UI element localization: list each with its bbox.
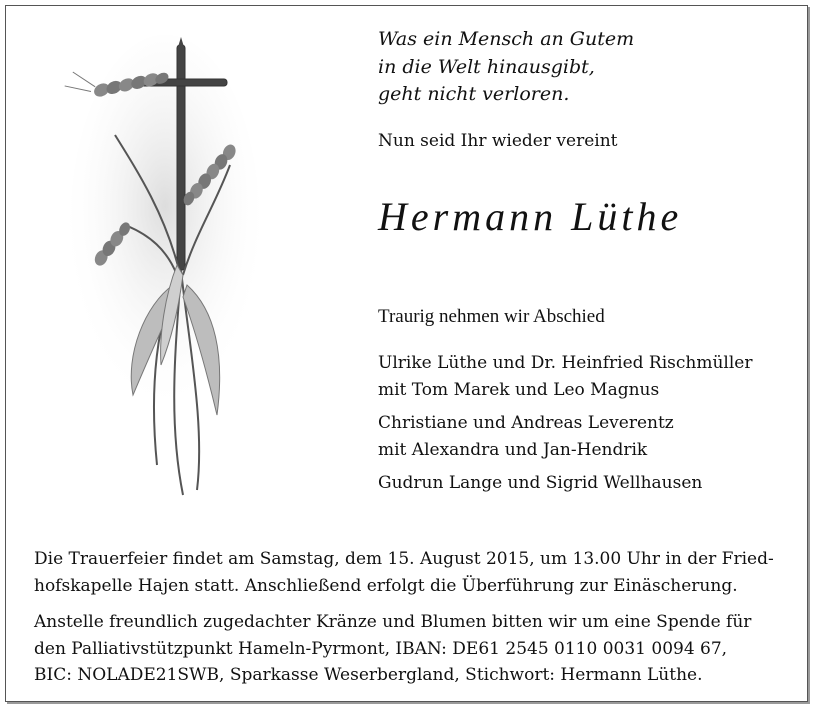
cross-wheat-illustration bbox=[55, 35, 265, 505]
deceased-name: Hermann Lüthe bbox=[378, 194, 683, 239]
funeral-paragraph bbox=[34, 546, 774, 599]
poem-line: geht nicht verloren. bbox=[378, 83, 570, 105]
poem-line: Was ein Mensch an Gutem bbox=[378, 28, 635, 50]
mourner-line: Gudrun Lange und Sigrid Wellhausen bbox=[378, 473, 703, 493]
poem-line: in die Welt hinausgibt, bbox=[378, 55, 595, 78]
donation-line: BIC: NOLADE21SWB, Sparkasse Weserbergland, Stichwort: Hermann Lüthe. bbox=[34, 665, 703, 685]
mourners-list bbox=[378, 350, 753, 504]
reunited-line: Nun seid Ihr wieder vereint bbox=[378, 131, 618, 151]
mourner-line: Ulrike Lüthe und Dr. Heinfried Rischmüller bbox=[378, 353, 753, 373]
poem bbox=[378, 26, 634, 109]
mourner-line: Christiane und Andreas Leverentz bbox=[378, 413, 674, 433]
farewell-heading: Traurig nehmen wir Abschied bbox=[378, 306, 605, 327]
funeral-line: hofskapelle Hajen statt. Anschließend erfolgt die Überführung zur Einäscherung. bbox=[34, 575, 738, 596]
mourner-group bbox=[378, 470, 753, 497]
donation-paragraph bbox=[34, 609, 751, 689]
funeral-line: Die Trauerfeier findet am Samstag, dem 15. August 2015, um 13.00 Uhr in der Fried- bbox=[34, 549, 774, 569]
mourner-line: mit Alexandra und Jan-Hendrik bbox=[378, 439, 648, 460]
mourner-group bbox=[378, 410, 753, 463]
donation-line: Anstelle freundlich zugedachter Kränze und Blumen bitten wir um eine Spende für bbox=[34, 612, 752, 632]
donation-line: den Palliativstützpunkt Hameln-Pyrmont, IBAN: DE61 2545 0110 0031 0094 67, bbox=[34, 638, 728, 659]
mourner-group bbox=[378, 350, 753, 403]
mourner-line: mit Tom Marek und Leo Magnus bbox=[378, 379, 660, 400]
